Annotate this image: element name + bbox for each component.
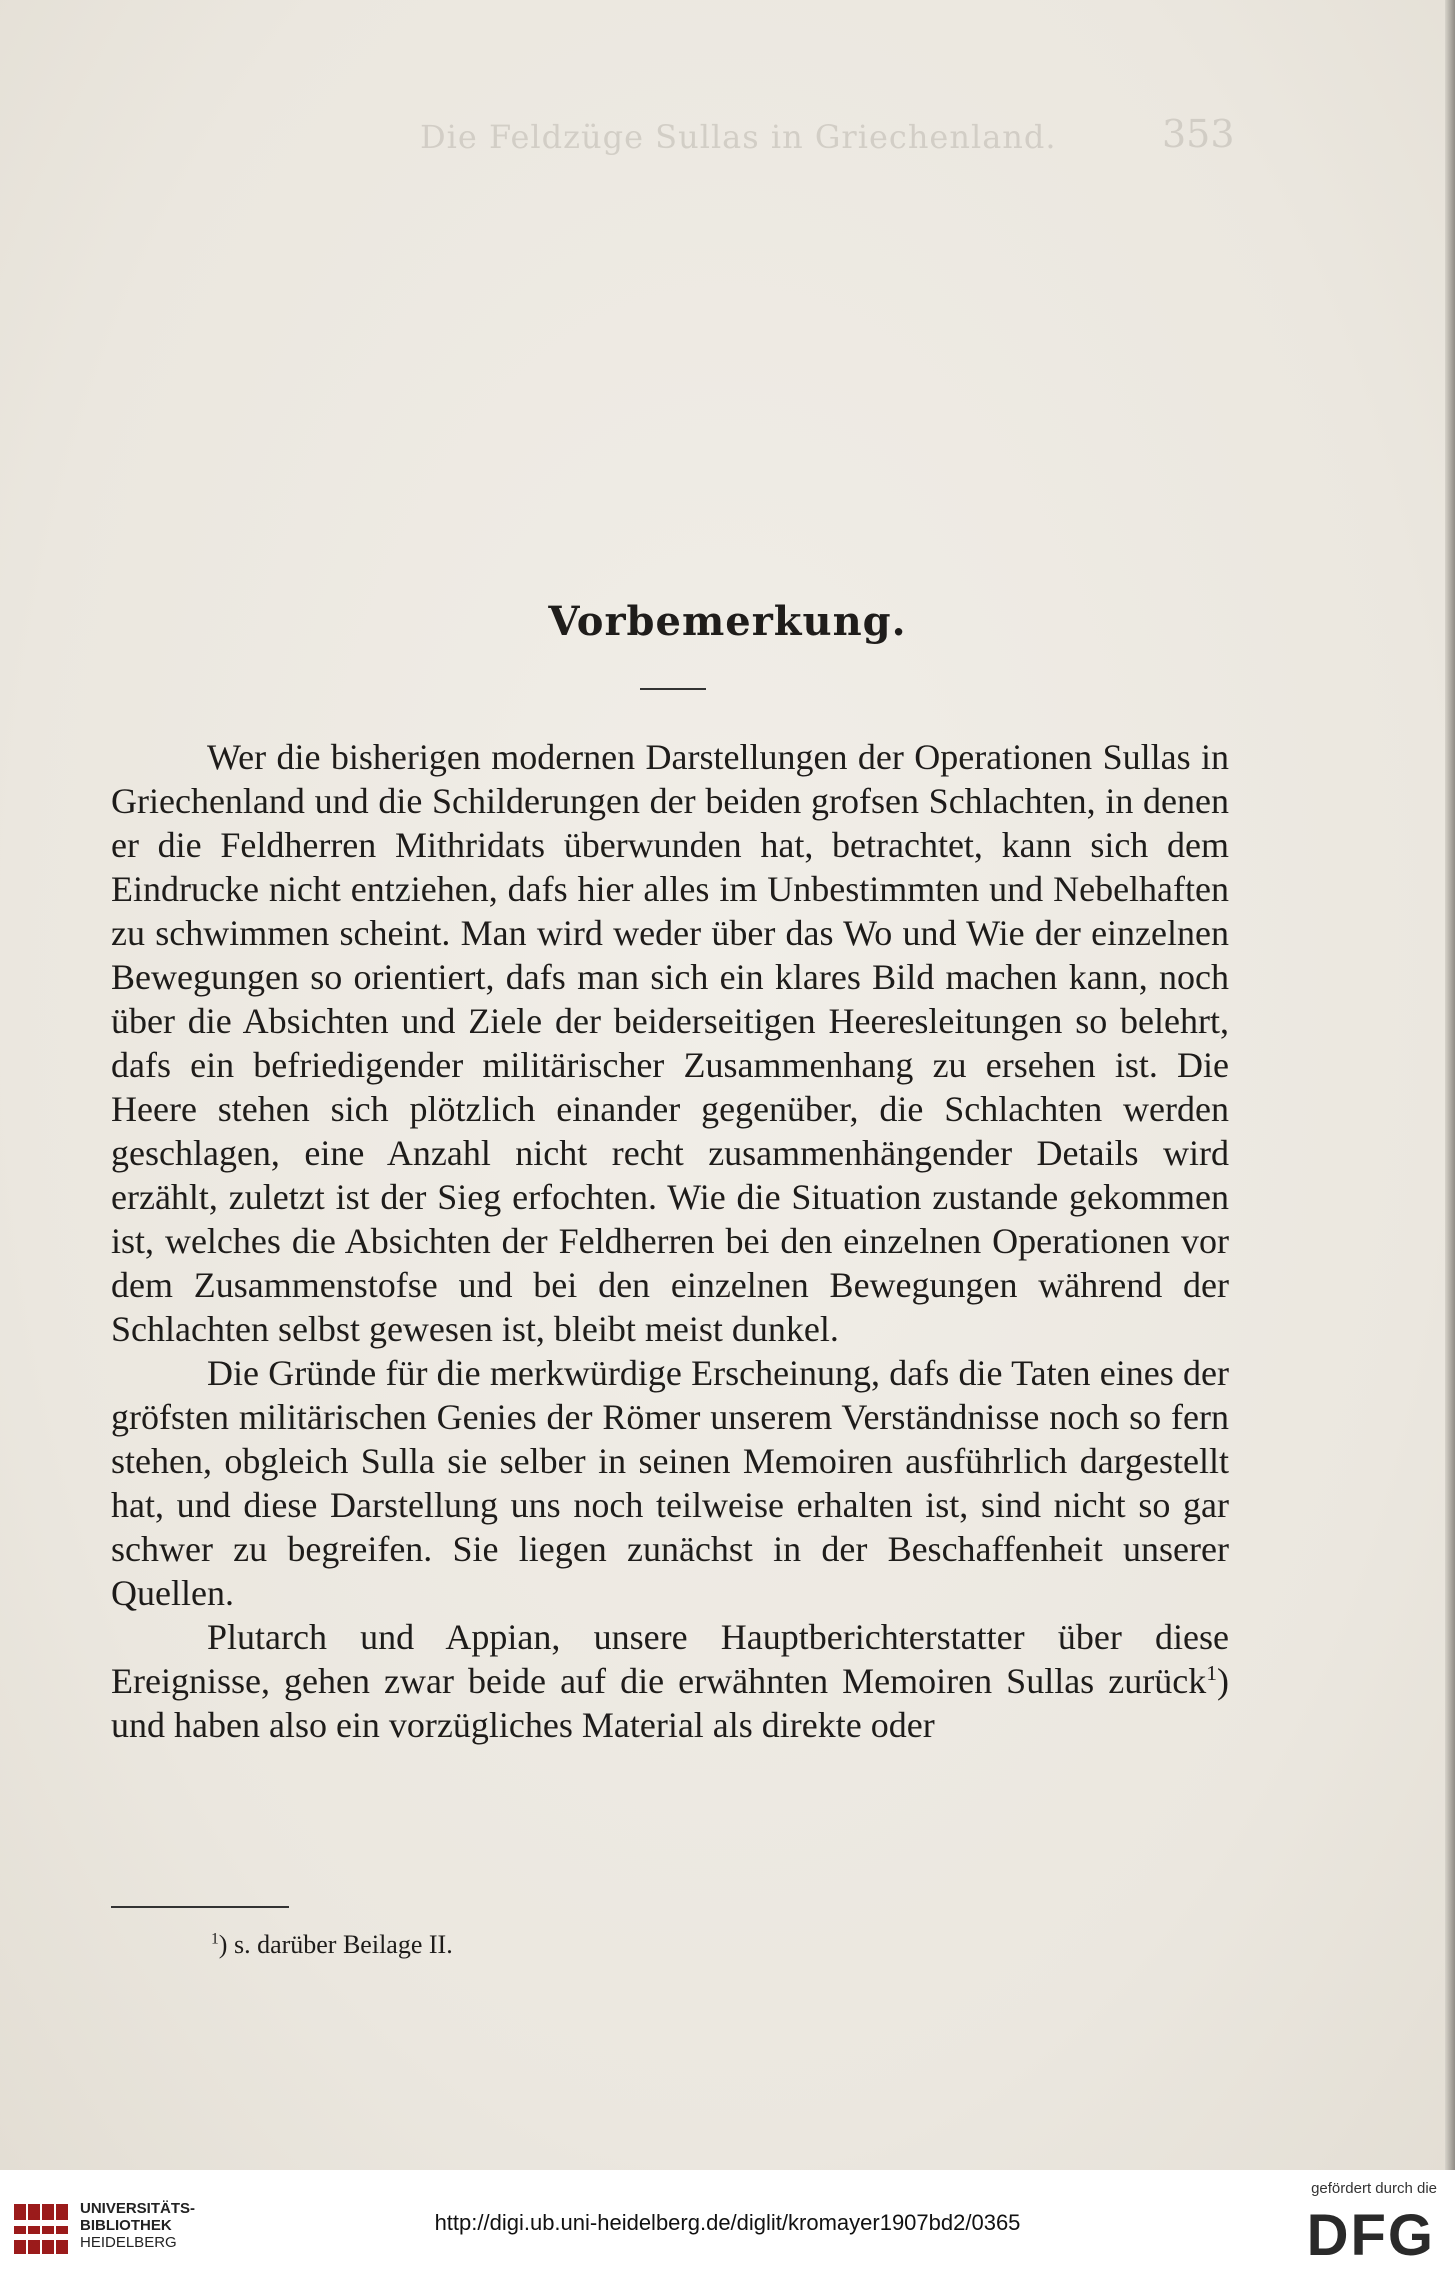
funder-caption: gefördert durch die — [1311, 2180, 1437, 2197]
footnote-marker: 1 — [211, 1930, 219, 1948]
footnote-text: ) s. darüber Beilage II. — [218, 1930, 453, 1959]
permalink-url[interactable]: http://digi.ub.uni-heidelberg.de/diglit/kromayer1907bd2/0365 — [434, 2210, 1021, 2235]
page-edge — [1445, 0, 1455, 2170]
footer-bar — [0, 2170, 1455, 2275]
library-name-line-1: UNIVERSITÄTS- — [80, 2200, 196, 2217]
library-name-line-2: BIBLIOTHEK — [80, 2217, 172, 2234]
title-rule — [640, 688, 706, 690]
footnote-reference[interactable]: 1 — [1206, 1661, 1217, 1685]
paragraph-3 — [111, 1615, 1229, 1747]
footnote — [211, 1930, 453, 1960]
paragraph-3-text: Plutarch und Appian, unsere Hauptberichterstatter über diese Ereignisse, gehen zwar beide auf die erwähnten Memoiren Sullas zurück — [111, 1617, 1229, 1701]
body-text — [111, 735, 1229, 1747]
footnote-rule — [111, 1906, 289, 1908]
library-name-line-3: HEIDELBERG — [80, 2234, 177, 2251]
bleed-through-page-number: 353 — [1162, 112, 1235, 156]
page-title: Vorbemerkung. — [548, 598, 907, 645]
paragraph-3-continuation: ) und haben also ein vorzügliches Material als direkte oder — [111, 1661, 1229, 1745]
dfg-logo[interactable]: DFG — [1306, 2203, 1435, 2268]
bleed-through-header: Die Feldzüge Sullas in Griechenland. — [420, 118, 1057, 156]
paragraph-1: Wer die bisherigen modernen Darstellungen der Operationen Sullas in Griechenland und die Schilderungen der beiden grofsen Schlachten, in denen er die Feldherren Mithridats überwunden hat, betrachtet, kann sich dem Eindrucke nicht entziehen, dafs hier alles im Unbestimmten und Nebelhaften zu schwimmen scheint. Man wird weder über das Wo und Wie der einzelnen Bewegungen so orientiert, dafs man sich ein klares Bild machen kann, noch über die Absichten und Ziele der beiderseitigen Heeresleitungen so belehrt, dafs ein befriedigender militärischer Zusammenhang zu ersehen ist. Die Heere stehen sich plötzlich einander gegenüber, die Schlachten werden geschlagen, eine Anzahl nicht recht zusammenhängender Details wird erzählt, zuletzt ist der Sieg erfochten. Wie die Situation zustande gekommen ist, welches die Absichten der Feldherren bei den einzelnen Operationen vor dem Zusammenstofse und bei den einzelnen Bewegungen während der Schlachten selbst gewesen ist, bleibt meist dunkel. — [111, 737, 1229, 1349]
paragraph-2: Die Gründe für die merkwürdige Erscheinung, dafs die Taten eines der gröfsten militärischen Genies der Römer unserem Verständnisse noch so fern stehen, obgleich Sulla sie selber in seinen Memoiren ausführlich dargestellt hat, und diese Darstellung uns noch teilweise erhalten ist, sind nicht so gar schwer zu begreifen. Sie liegen zunächst in der Beschaffenheit unserer Quellen. — [111, 1353, 1229, 1613]
